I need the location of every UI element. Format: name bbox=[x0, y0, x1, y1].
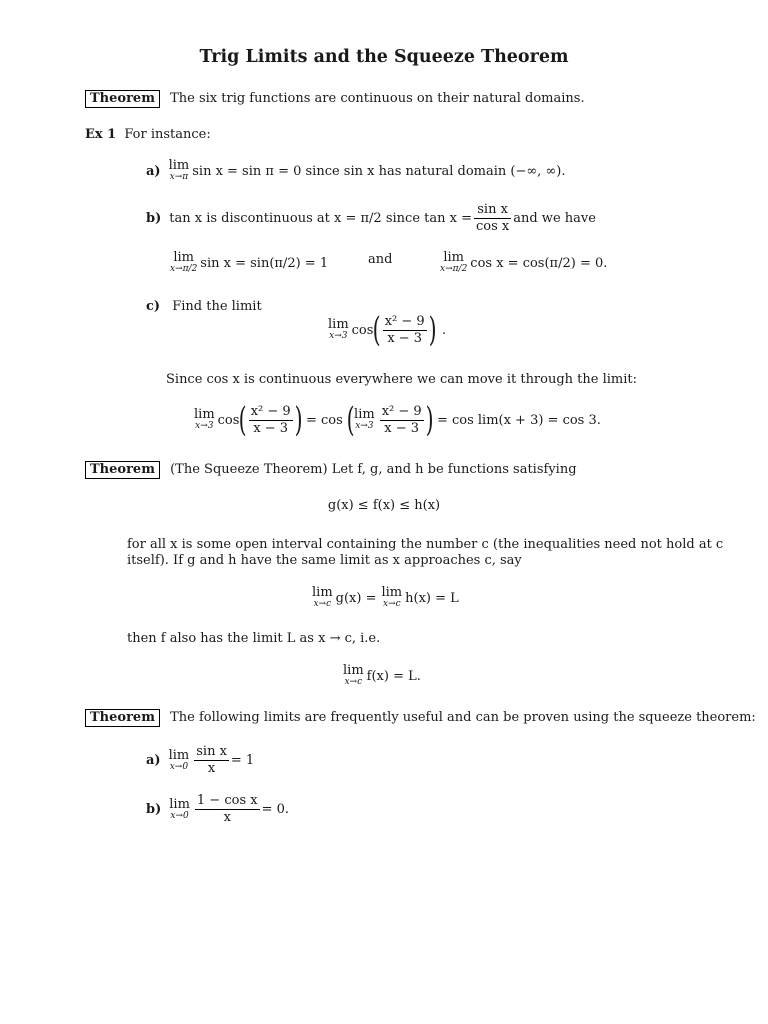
limit-equation: lim x→3 cos ( $\frac{\text{x² − 9}}{x - 3}$ ) = cos ( lim x→3 $\frac{\text{x² − 9}}{x - 3}$ ) = cos lim(x + 3) = cos 3. bbox=[194, 400, 601, 440]
item-a-label: a) bbox=[146, 753, 161, 768]
paragraph-line: itself). If g and h have the same limit as x approaches c, say bbox=[127, 553, 522, 568]
theorem2-text: (The Squeeze Theorem) Let f, g, and h be functions satisfying bbox=[170, 462, 577, 477]
theorem2-line bbox=[85, 462, 577, 477]
limit-equation: lim x→3 cos ( $\frac{\text{x² − 9}}{x - 3}$ ) . bbox=[328, 310, 447, 350]
inequality: g(x) ≤ f(x) ≤ h(x) bbox=[327, 498, 441, 513]
item-a-text: sin x = sin π = 0 since sin x has natural domain (−∞, ∞). bbox=[192, 163, 566, 179]
paragraph-line: then f also has the limit L as x → c, i.e. bbox=[127, 631, 381, 646]
theorem-label: Theorem bbox=[85, 461, 160, 479]
limit-operator: lim x→π bbox=[168, 158, 190, 182]
item-c-label: c) bbox=[146, 299, 161, 314]
paragraph-line: for all x is some open interval containing the number c (the inequalities need not hold at c bbox=[127, 537, 724, 552]
theorem-label: Theorem bbox=[85, 90, 160, 108]
theorem3-text: The following limits are frequently useful and can be proven using the squeeze theorem: bbox=[170, 710, 756, 725]
limit-equation: lim x→c g(x) = lim x→c h(x) = L bbox=[312, 585, 459, 609]
example-label: Ex 1 bbox=[85, 127, 117, 142]
page-title: Trig Limits and the Squeeze Theorem bbox=[199, 47, 569, 67]
and-text: and bbox=[368, 252, 393, 267]
example-item-a bbox=[146, 160, 565, 182]
example-heading bbox=[85, 127, 211, 142]
theorem-item-b: b) lim x→0 $\frac{\text{1 − cos x}}{x}$ = 0. bbox=[146, 793, 290, 825]
item-b-text: tan x is discontinuous at x = π/2 since tan x = bbox=[169, 211, 472, 226]
limit-equation: lim x→π/2 cos x = cos(π/2) = 0. bbox=[440, 250, 608, 274]
explanation-text: Since cos x is continuous everywhere we can move it through the limit: bbox=[166, 372, 638, 387]
theorem1-line bbox=[85, 91, 585, 106]
example-item-b bbox=[146, 202, 596, 235]
theorem3-line bbox=[85, 710, 756, 725]
limit-equation: lim x→π/2 sin x = sin(π/2) = 1 bbox=[170, 250, 329, 274]
example-item-c bbox=[146, 299, 262, 314]
fraction: $\frac{\text{sin x}}{\text{cos x}}$ bbox=[475, 202, 510, 234]
example-text: For instance: bbox=[124, 127, 211, 142]
limit-equation: lim x→c f(x) = L. bbox=[343, 663, 421, 687]
theorem-item-a: a) lim x→0 $\frac{\text{sin x}}{x}$ = 1 bbox=[146, 744, 255, 776]
item-b-label: b) bbox=[146, 211, 162, 226]
item-c-text: Find the limit bbox=[172, 299, 262, 314]
item-a-label: a) bbox=[146, 163, 161, 179]
item-b-label: b) bbox=[146, 802, 162, 817]
theorem1-text: The six trig functions are continuous on their natural domains. bbox=[170, 91, 585, 106]
item-b-text-2: and we have bbox=[513, 211, 596, 226]
theorem-label: Theorem bbox=[85, 709, 160, 727]
